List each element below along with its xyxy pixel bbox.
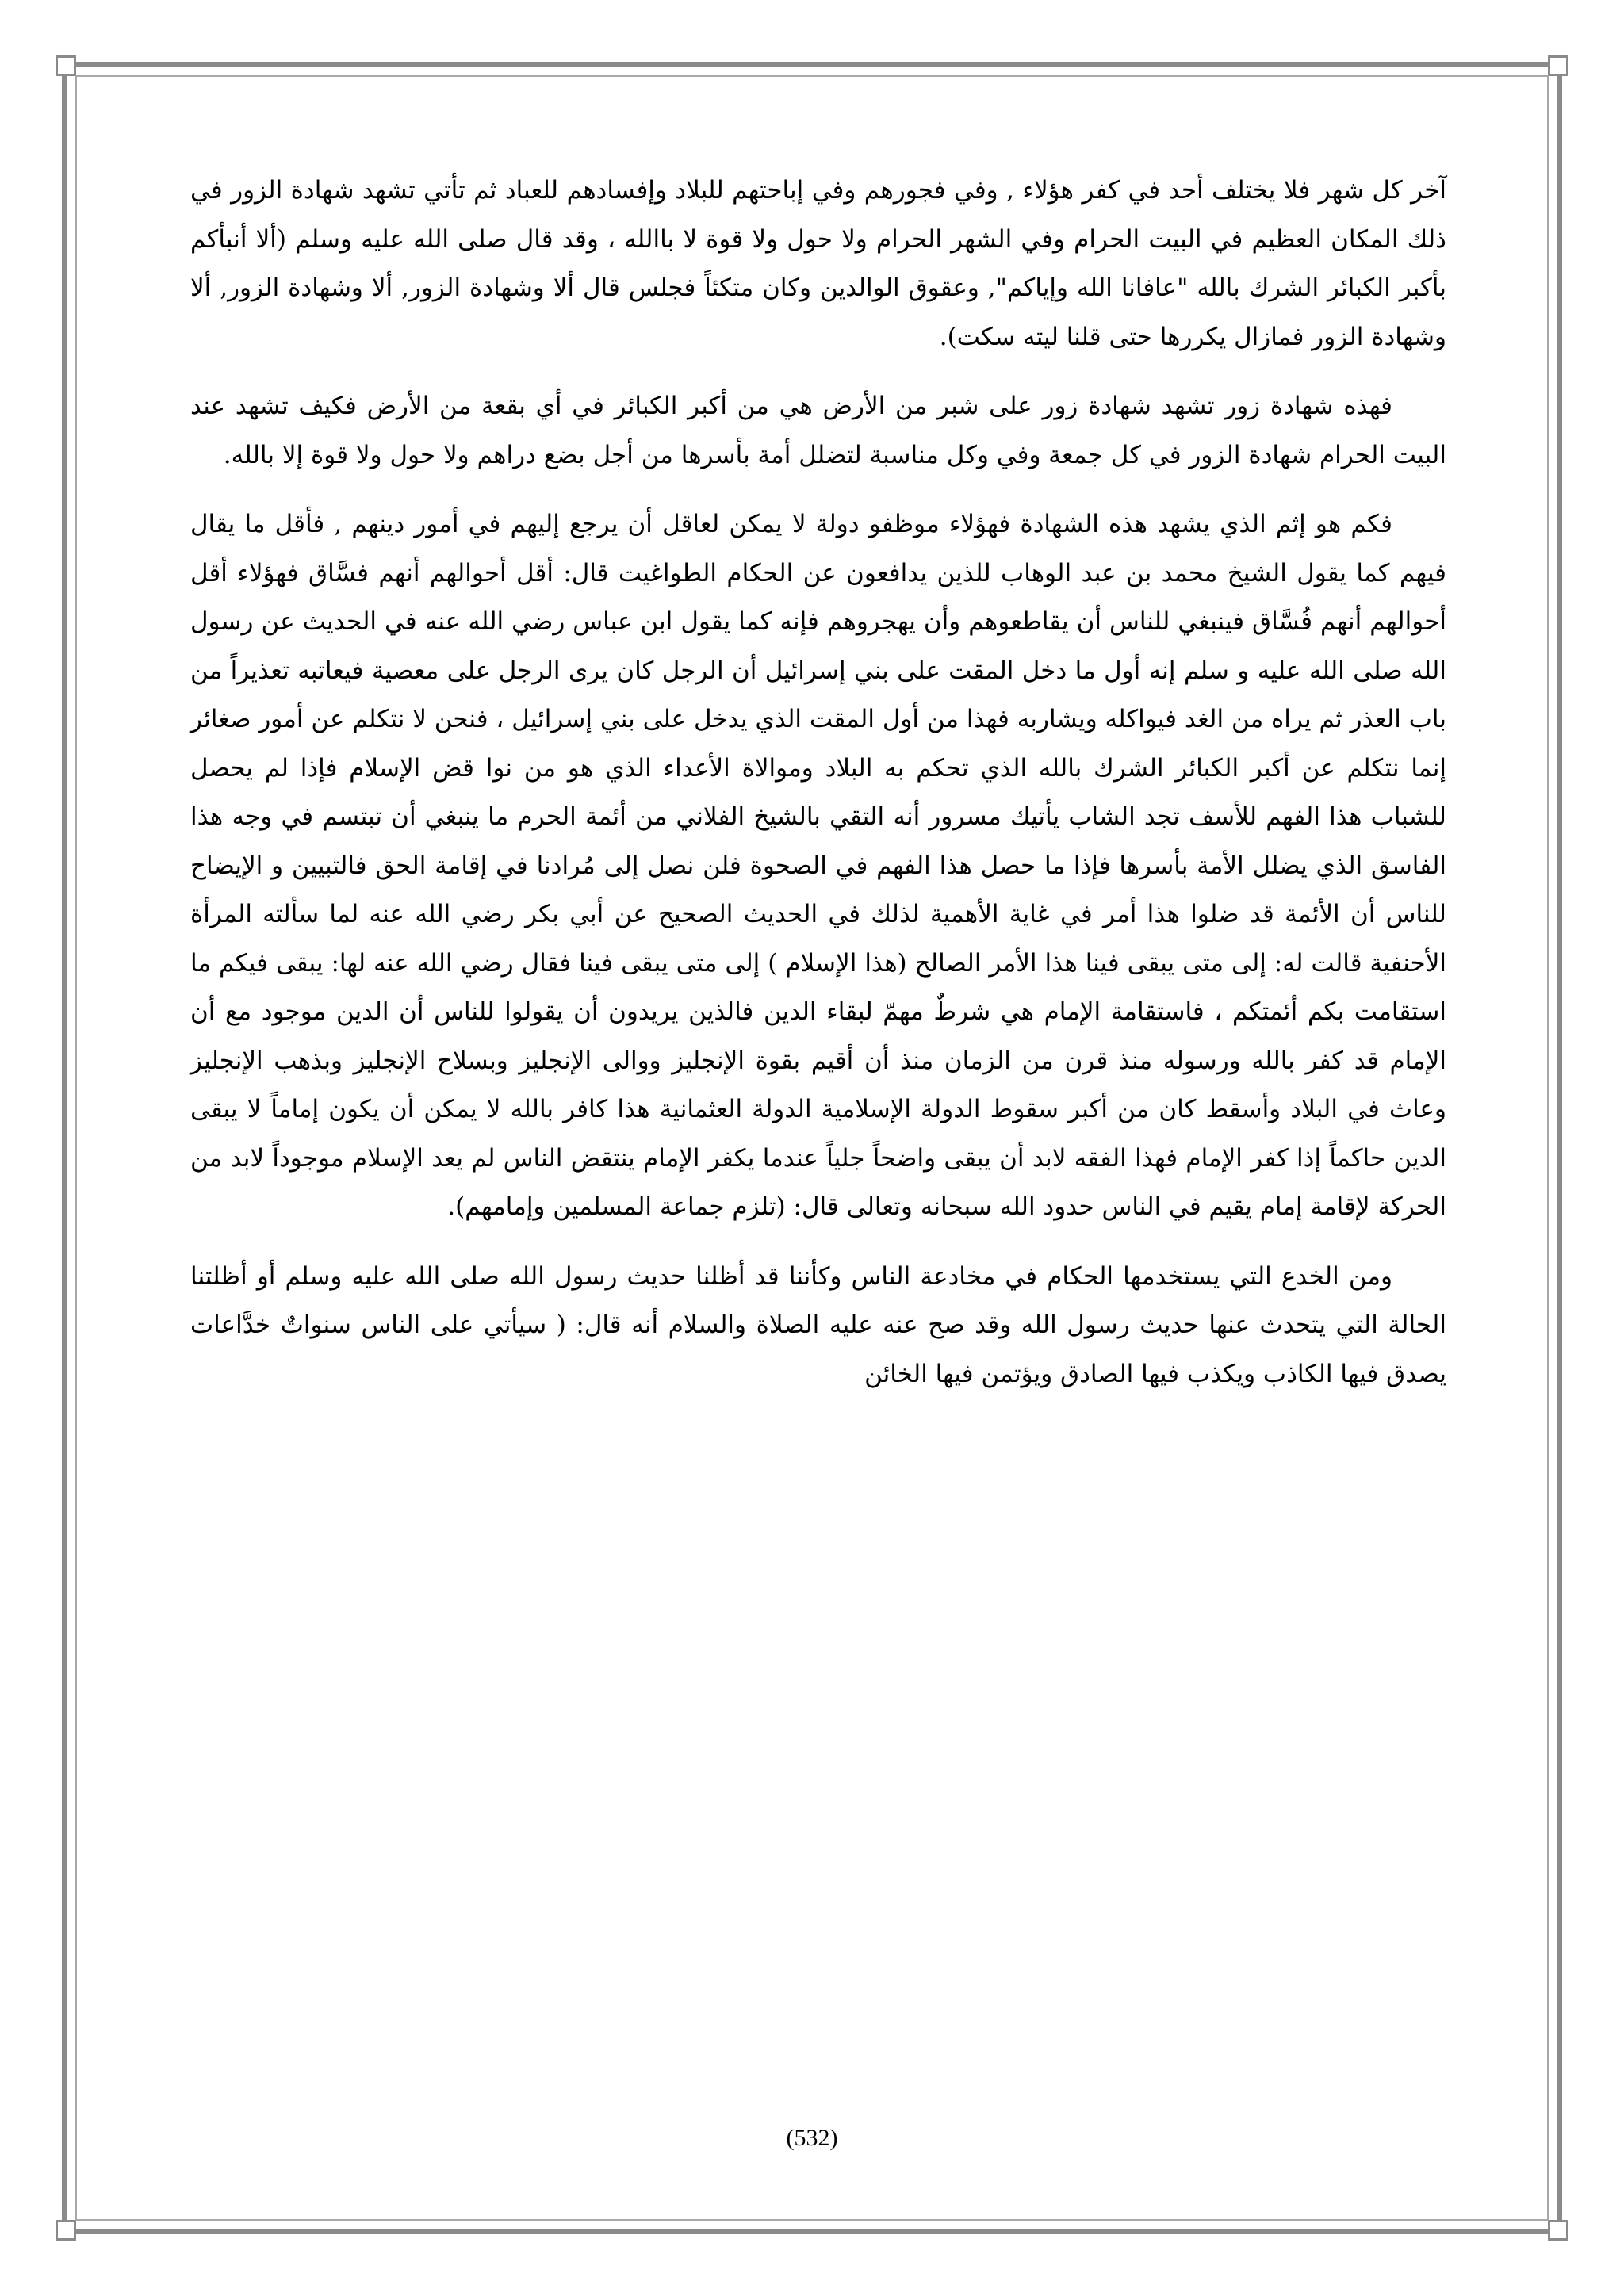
border-corner-ornament: [1548, 2220, 1568, 2241]
paragraph: فهذه شهادة زور تشهد شهادة زور على شبر من الأرض هي من أكبر الكبائر في أي بقعة من الأرض فكيف تشهد عند البيت الحرام شهادة الزور في كل جمعة وفي وكل مناسبة لتضلل أمة بأسرها من أجل بضع دراهم ولا حول ولا قوة إلا بالله.: [190, 392, 1446, 469]
border-corner-ornament: [56, 2220, 76, 2241]
paragraph: ومن الخدع التي يستخدمها الحكام في مخادعة الناس وكأننا قد أظلنا حديث رسول الله صلى الله عليه وسلم أو أظلتنا الحالة التي يتحدث عنها حديث رسول الله وقد صح عنه عليه الصلاة والسلام أنه قال: ( سيأتي على الناس سنواتٌ خدَّاعات يصدق فيها الكاذب ويكذب فيها الصادق ويؤتمن فيها الخائن: [190, 1261, 1446, 1388]
page-body: [190, 166, 1446, 1419]
border-corner-ornament: [1548, 55, 1568, 76]
page-number: (532): [786, 2125, 838, 2151]
border-corner-ornament: [56, 55, 76, 76]
paragraph: فكم هو إثم الذي يشهد هذه الشهادة فهؤلاء موظفو دولة لا يمكن لعاقل أن يرجع إليهم في أمور دينهم , فأقل ما يقال فيهم كما يقول الشيخ محمد بن عبد الوهاب للذين يدافعون عن الحكام الطواغيت قال: أقل أحوالهم أنهم فسَّاق فهؤلاء أقل أحوالهم أنهم فُسَّاق فينبغي للناس أن يقاطعوهم وأن يهجروهم فإنه كما يقول ابن عباس رضي الله عنه في الحديث عن رسول الله صلى الله عليه و سلم إنه أول ما دخل المقت على بني إسرائيل أن الرجل كان يرى الرجل على معصية فيعاتبه تعذيراً من باب العذر ثم يراه من الغد فيواكله ويشاربه فهذا من أول المقت الذي يدخل على بني إسرائيل ، فنحن لا نتكلم عن أمور صغائر إنما نتكلم عن أكبر الكبائر الشرك بالله الذي تحكم به البلاد وموالاة الأعداء الذي هو من نوا قض الإسلام فإذا لم يحصل للشباب هذا الفهم للأسف تجد الشاب يأتيك مسرور أنه التقي بالشيخ الفلاني من أئمة الحرم ما ينبغي أن تبتسم في وجه هذا الفاسق الذي يضلل الأمة بأسرها فإذا ما حصل هذا الفهم في الصحوة فلن نصل إلى مُرادنا في إقامة الحق فالتبيين و الإيضاح للناس أن الأئمة قد ضلوا هذا أمر في غاية الأهمية لذلك في الحديث الصحيح عن أبي بكر رضي الله عنه لما سألته المرأة الأحنفية قالت له: إلى متى يبقى فينا هذا الأمر الصالح (هذا الإسلام ) إلى متى يبقى فينا فقال رضي الله عنه لها: يبقى فيكم ما استقامت بكم أئمتكم ، فاستقامة الإمام هي شرطٌ مهمّ لبقاء الدين فالذين يريدون أن يقولوا للناس أن الدين موجود مع أن الإمام قد كفر بالله ورسوله منذ قرن من الزمان منذ أن أقيم بقوة الإنجليز ووالى الإنجليز وبسلاح الإنجليز وبذهب الإنجليز وعاث في البلاد وأسقط كان من أكبر سقوط الدولة الإسلامية الدولة العثمانية هذا كافر بالله لا يمكن أن يكون إماماً لا يبقى الدين حاكماً إذا كفر الإمام فهذا الفقه لابد أن يبقى واضحاً جلياً عندما يكفر الإمام ينتقض الناس لم يعد الإسلام موجوداً لابد من الحركة لإقامة إمام يقيم في الناس حدود الله سبحانه وتعالى قال: (تلزم جماعة المسلمين وإمامهم).: [190, 510, 1446, 1221]
paragraph-continuation: آخر كل شهر فلا يختلف أحد في كفر هؤلاء , وفي فجورهم وفي إباحتهم للبلاد وإفسادهم للعباد ثم تأتي تشهد شهادة الزور في ذلك المكان العظيم في البيت الحرام وفي الشهر الحرام ولا حول ولا قوة لا باالله ، وقد قال صلى الله عليه وسلم (ألا أنبأكم بأكبر الكبائر الشرك بالله "عافانا الله وإياكم", وعقوق الوالدين وكان متكئاً فجلس قال ألا وشهادة الزور, ألا وشهادة الزور, ألا وشهادة الزور فمازال يكررها حتى قلنا ليته سكت).: [190, 176, 1446, 351]
